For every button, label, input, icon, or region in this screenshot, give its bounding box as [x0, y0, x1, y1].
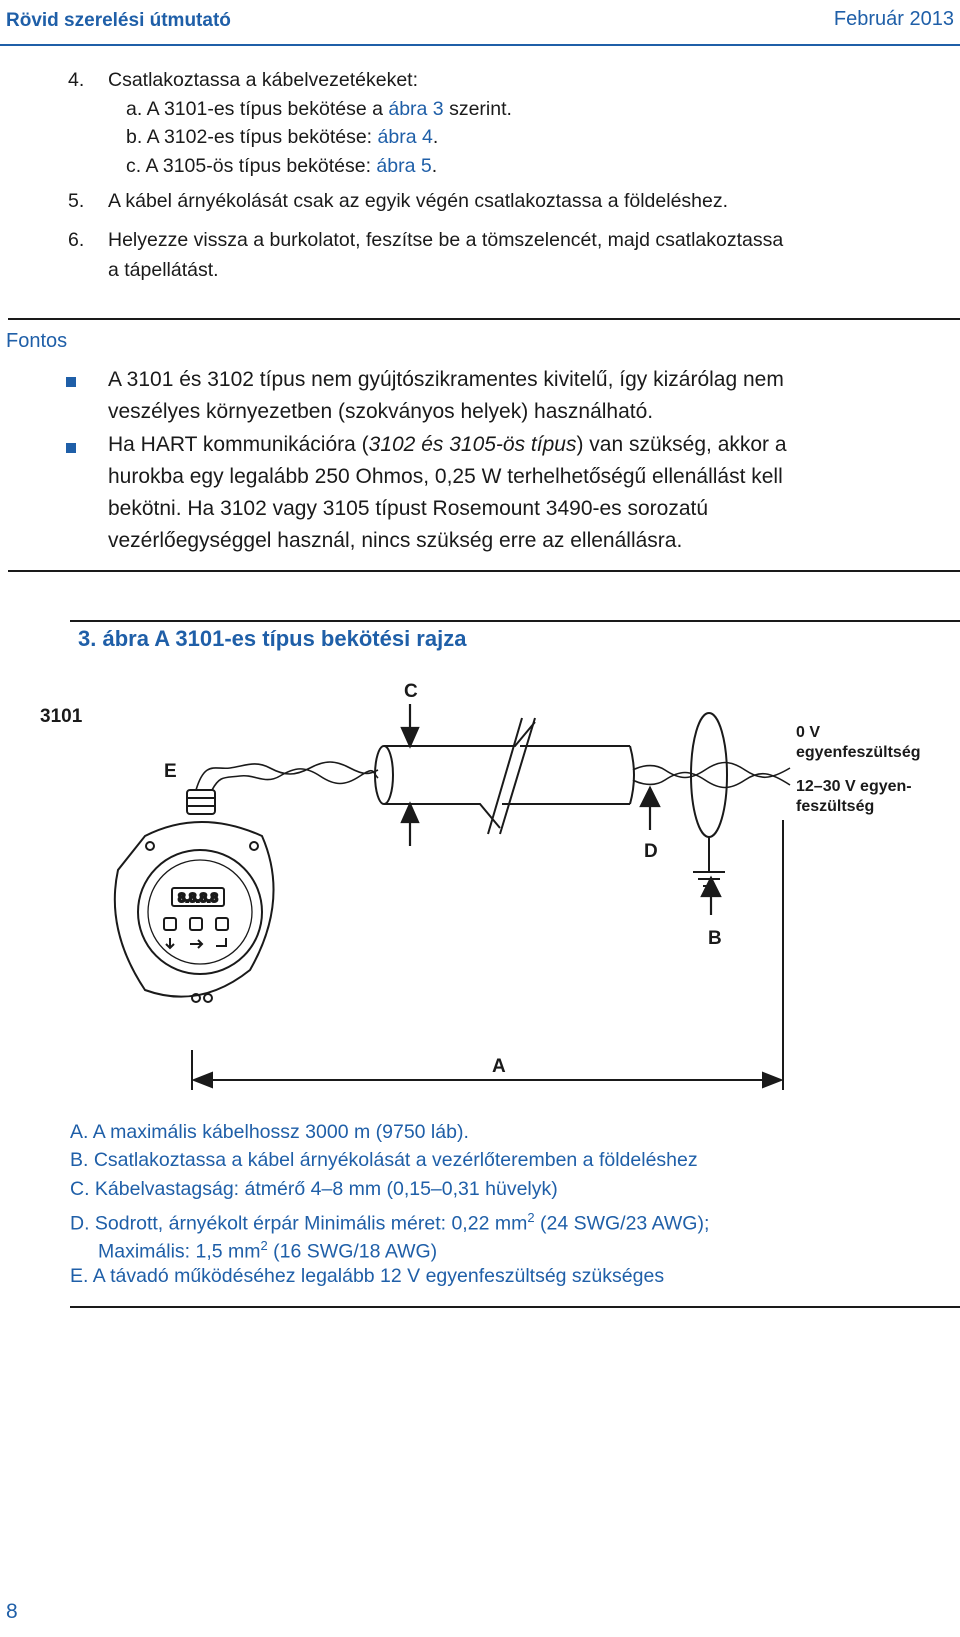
- transmitter-housing: [115, 790, 274, 1002]
- important-bullet-2-line-1: Ha HART kommunikációra (3102 és 3105-ös típus) van szükség, akkor a: [108, 433, 787, 456]
- important-bullet-2-line-4: vezérlőegységgel használ, nincs szükség erre az ellenállásra.: [108, 529, 683, 552]
- label-d: D: [644, 841, 658, 862]
- running-header-date: Február 2013: [833, 8, 954, 30]
- voltage-12-30v-unit: feszültség: [796, 798, 875, 815]
- step-4c: c. A 3105-ös típus bekötése: ábra 5.: [126, 155, 438, 177]
- important-label: Fontos: [6, 330, 68, 352]
- step-4b: b. A 3102-es típus bekötése: ábra 4.: [126, 126, 439, 148]
- wiring-diagram: [0, 650, 960, 1100]
- voltage-0v-unit: egyenfeszültség: [796, 744, 921, 761]
- dimension-line: [192, 820, 783, 1090]
- model-label: 3101: [40, 706, 83, 727]
- header-divider: [0, 44, 960, 46]
- legend-item-b: B. Csatlakoztassa a kábel árnyékolását a vezérlőteremben a földeléshez: [70, 1149, 698, 1171]
- figure-link[interactable]: ábra 4: [377, 126, 433, 148]
- lcd-display: 8.8.8.8: [178, 890, 218, 905]
- important-bullet-2-line-2: hurokba egy legalább 250 Ohmos, 0,25 W terhelhetőségű ellenállást kell: [108, 465, 783, 488]
- important-bullet-1-line-2: veszélyes környezetben (szokványos helyek) használható.: [108, 400, 654, 423]
- figure-link[interactable]: ábra 3: [388, 98, 444, 120]
- figure-title: 3. ábra A 3101-es típus bekötési rajza: [78, 626, 467, 651]
- legend-item-c: C. Kábelvastagság: átmérő 4–8 mm (0,15–0,31 hüvelyk): [70, 1178, 558, 1200]
- label-c: C: [404, 681, 418, 702]
- voltage-0v: 0 V: [796, 724, 821, 741]
- arrow-icon: [402, 704, 720, 915]
- divider: [8, 318, 960, 320]
- important-bullet-1-line-1: A 3101 és 3102 típus nem gyújtószikramentes kivitelű, így kizárólag nem: [108, 368, 784, 391]
- ground-icon: [691, 713, 727, 886]
- bullet: [66, 377, 76, 387]
- important-bullet-2-line-3: bekötni. Ha 3102 vagy 3105 típust Rosemount 3490-es sorozatú: [108, 497, 709, 520]
- figure-bottom-rule: [70, 1306, 960, 1308]
- twisted-pair-cable: [196, 762, 790, 790]
- step-4a: a. A 3101-es típus bekötése a ábra 3 szerint.: [126, 98, 512, 120]
- voltage-12-30v: 12–30 V egyen-: [796, 778, 912, 795]
- legend-item-e: E. A távadó működéséhez legalább 12 V egyenfeszültség szükséges: [70, 1265, 665, 1287]
- label-b: B: [708, 928, 722, 949]
- figure-top-rule: [70, 620, 960, 622]
- page-number: 8: [6, 1600, 18, 1623]
- legend-item-a: A. A maximális kábelhossz 3000 m (9750 láb).: [70, 1121, 469, 1143]
- bullet: [66, 443, 76, 453]
- legend-item-d-cont: Maximális: 1,5 $mm^2$ (16 SWG/18 AWG): [98, 1238, 438, 1263]
- label-e: E: [164, 761, 177, 782]
- figure-link[interactable]: ábra 5: [376, 155, 432, 177]
- label-a: A: [492, 1056, 506, 1077]
- legend-item-d: D. Sodrott, árnyékolt érpár Minimális méret: 0,22 $mm^2$ (24 SWG/23 AWG);: [70, 1210, 710, 1235]
- running-header-title: Rövid szerelési útmutató: [6, 10, 231, 31]
- divider: [8, 570, 960, 572]
